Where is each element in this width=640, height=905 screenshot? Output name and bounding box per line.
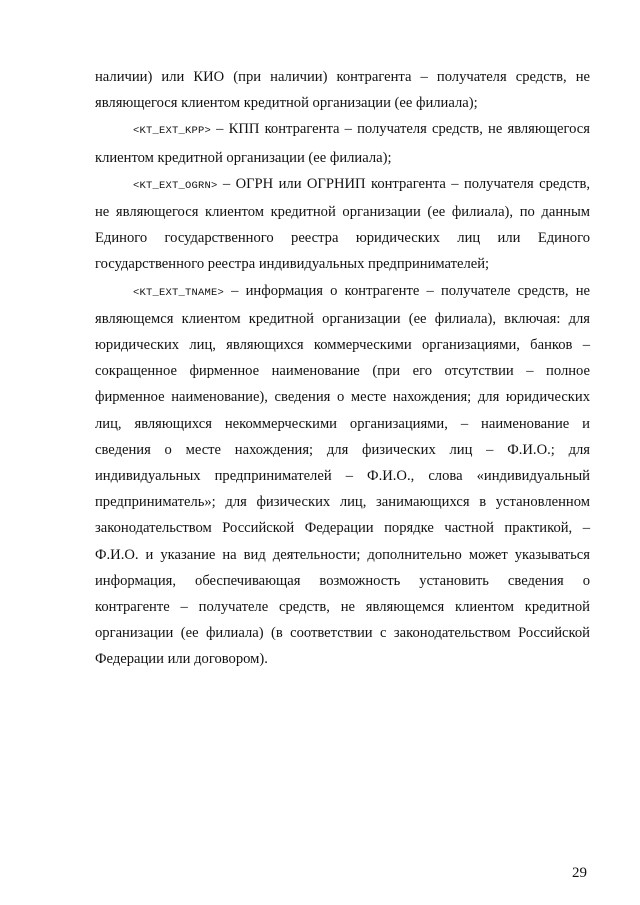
field-tag: <KT_EXT_TNAME> bbox=[133, 286, 225, 299]
paragraph-text: – КПП контрагента – получателя средств, не являющегося клиентом кредитной организации (ее филиала); bbox=[95, 121, 590, 166]
paragraph-text: – информация о контрагенте – получателе средств, не являющемся клиентом кредитной организации (ее филиала), включая: для юридических лиц, являющихся коммерческими организациями, банков – сокращенное фирменное наименование (при его отсутствии – полное фирменное наименование), сведения о месте нахождения; для юридических лиц, являющихся некоммерческими организациями, – наименование и сведения о месте нахождения; для физических лиц – Ф.И.О.; для индивидуальных предпринимателей – Ф.И.О., слова «индивидуальный предприниматель»; для физических лиц, занимающихся в установленном законодательством Российской Федерации порядке частной практикой, – Ф.И.О. и указание на вид деятельности; дополнительно может указываться информация, обеспечивающая возможность установить сведения о контрагенте – получателе средств, не являющемся клиентом кредитной организации (ее филиала) (в соответствии с законодательством Российской Федерации или договором). bbox=[95, 282, 590, 668]
field-tag: <KT_EXT_OGRN> bbox=[133, 179, 218, 192]
field-tag: <KT_EXT_KPP> bbox=[133, 125, 212, 138]
document-body bbox=[95, 64, 590, 673]
paragraph-text: – ОГРН или ОГРНИП контрагента – получателя средств, не являющегося клиентом кредитной организации (ее филиала), по данным Единого государственного реестра юридических лиц или Единого государственного реестра индивидуальных предпринимателей; bbox=[95, 175, 590, 273]
paragraph-kt-ext-ogrn bbox=[95, 171, 590, 278]
paragraph-kt-ext-tname bbox=[95, 278, 590, 673]
page-number: 29 bbox=[572, 865, 587, 881]
paragraph-text: наличии) или КИО (при наличии) контрагента – получателя средств, не являющегося клиентом кредитной организации (ее филиала); bbox=[95, 69, 590, 112]
paragraph-continuation bbox=[95, 64, 590, 116]
paragraph-kt-ext-kpp bbox=[95, 116, 590, 170]
